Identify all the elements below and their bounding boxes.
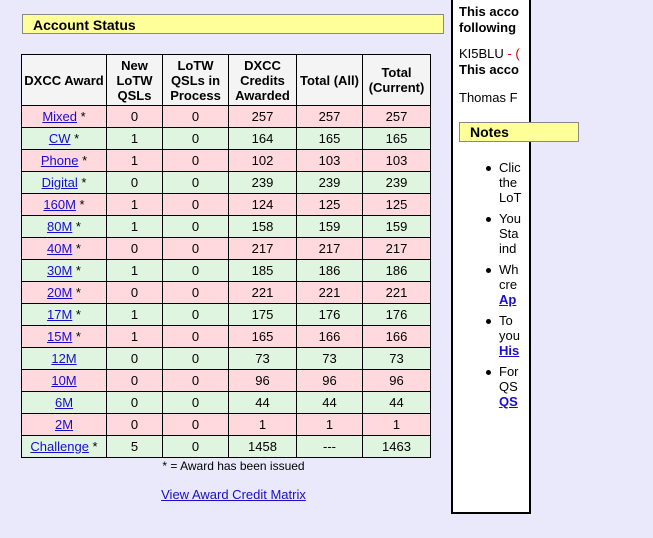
award-name-cell xyxy=(22,106,107,128)
award-issued-star: * xyxy=(70,131,80,146)
cell-new: 0 xyxy=(107,348,163,370)
account-text-line-1: This acco xyxy=(459,4,519,19)
cell-current: 257 xyxy=(363,106,431,128)
award-link-phone[interactable]: Phone xyxy=(40,153,79,168)
cell-all: 44 xyxy=(297,392,363,414)
award-link-40m[interactable]: 40M xyxy=(47,241,73,256)
cell-new: 0 xyxy=(107,414,163,436)
cell-process: 0 xyxy=(163,216,229,238)
cell-current: 186 xyxy=(363,260,431,282)
cell-all: --- xyxy=(297,436,363,458)
award-link-160m[interactable]: 160M xyxy=(43,197,76,212)
cell-process: 0 xyxy=(163,194,229,216)
award-link-10m[interactable]: 10M xyxy=(51,373,77,388)
cell-new: 1 xyxy=(107,304,163,326)
award-name-cell xyxy=(22,260,107,282)
award-name-cell xyxy=(22,326,107,348)
award-matrix-link-container xyxy=(22,487,445,502)
cell-new: 1 xyxy=(107,326,163,348)
award-name-cell xyxy=(22,414,107,436)
cell-credits: 164 xyxy=(229,128,297,150)
column-header-new-lotw: New LoTW QSLs xyxy=(107,55,163,106)
column-header-award: DXCC Award xyxy=(22,55,107,106)
cell-all: 165 xyxy=(297,128,363,150)
cell-all: 73 xyxy=(297,348,363,370)
award-issued-star: * xyxy=(78,153,88,168)
cell-current: 176 xyxy=(363,304,431,326)
award-name-cell xyxy=(22,238,107,260)
cell-new: 1 xyxy=(107,260,163,282)
award-name-cell xyxy=(22,172,107,194)
note-link[interactable]: QS xyxy=(499,394,518,409)
cell-new: 0 xyxy=(107,282,163,304)
table-row xyxy=(22,282,431,304)
note-text: For xyxy=(499,364,519,379)
cell-credits: 257 xyxy=(229,106,297,128)
note-text: you xyxy=(499,328,520,343)
cell-process: 0 xyxy=(163,326,229,348)
cell-all: 166 xyxy=(297,326,363,348)
award-footnote: * = Award has been issued xyxy=(162,459,305,473)
award-issued-star: * xyxy=(77,109,86,124)
table-row xyxy=(22,326,431,348)
account-info-panel xyxy=(451,0,531,514)
cell-current: 166 xyxy=(363,326,431,348)
award-issued-star: * xyxy=(72,241,81,256)
award-link-challenge[interactable]: Challenge xyxy=(30,439,89,454)
notes-list xyxy=(453,160,653,415)
view-award-credit-matrix-link[interactable]: View Award Credit Matrix xyxy=(161,487,306,502)
table-row xyxy=(22,216,431,238)
cell-process: 0 xyxy=(163,128,229,150)
cell-credits: 158 xyxy=(229,216,297,238)
cell-credits: 96 xyxy=(229,370,297,392)
cell-current: 73 xyxy=(363,348,431,370)
award-name-cell xyxy=(22,304,107,326)
award-name-cell xyxy=(22,370,107,392)
cell-all: 257 xyxy=(297,106,363,128)
callsign-status: - ( xyxy=(503,46,520,61)
cell-process: 0 xyxy=(163,392,229,414)
table-row xyxy=(22,260,431,282)
award-issued-star: * xyxy=(72,263,81,278)
award-name-cell xyxy=(22,392,107,414)
table-row xyxy=(22,150,431,172)
cell-process: 0 xyxy=(163,172,229,194)
cell-current: 103 xyxy=(363,150,431,172)
cell-current: 96 xyxy=(363,370,431,392)
note-text: To xyxy=(499,313,513,328)
cell-credits: 44 xyxy=(229,392,297,414)
cell-all: 239 xyxy=(297,172,363,194)
account-text-line-2: following xyxy=(459,20,517,35)
award-issued-star: * xyxy=(72,307,81,322)
note-text: Sta xyxy=(499,226,519,241)
notes-title: Notes xyxy=(470,124,509,140)
dxcc-award-table xyxy=(21,54,431,458)
account-status-title: Account Status xyxy=(33,17,136,33)
note-text: Wh xyxy=(499,262,519,277)
cell-all: 159 xyxy=(297,216,363,238)
cell-current: 221 xyxy=(363,282,431,304)
award-name-cell xyxy=(22,216,107,238)
account-owner-name: Thomas F xyxy=(459,90,518,105)
cell-process: 0 xyxy=(163,414,229,436)
cell-credits: 175 xyxy=(229,304,297,326)
award-issued-star: * xyxy=(72,285,81,300)
cell-process: 0 xyxy=(163,436,229,458)
award-link-digital[interactable]: Digital xyxy=(41,175,78,190)
award-link-12m[interactable]: 12M xyxy=(51,351,77,366)
table-row xyxy=(22,414,431,436)
award-name-cell xyxy=(22,128,107,150)
cell-new: 1 xyxy=(107,194,163,216)
cell-credits: 73 xyxy=(229,348,297,370)
cell-process: 0 xyxy=(163,260,229,282)
award-link-2m[interactable]: 2M xyxy=(54,417,74,432)
note-item xyxy=(453,160,653,205)
award-link-30m[interactable]: 30M xyxy=(47,263,73,278)
cell-new: 1 xyxy=(107,216,163,238)
note-item xyxy=(453,313,653,358)
cell-credits: 185 xyxy=(229,260,297,282)
note-text: You xyxy=(499,211,521,226)
callsign: KI5BLU xyxy=(459,46,504,61)
award-issued-star: * xyxy=(77,175,87,190)
column-header-in-process: LoTW QSLs in Process xyxy=(163,55,229,106)
cell-all: 125 xyxy=(297,194,363,216)
note-link[interactable]: His xyxy=(499,343,520,358)
cell-process: 0 xyxy=(163,348,229,370)
award-link-cw[interactable]: CW xyxy=(48,131,71,146)
cell-all: 217 xyxy=(297,238,363,260)
cell-credits: 124 xyxy=(229,194,297,216)
award-link-80m[interactable]: 80M xyxy=(47,219,73,234)
note-text: QS xyxy=(499,379,518,394)
cell-current: 44 xyxy=(363,392,431,414)
cell-new: 0 xyxy=(107,172,163,194)
cell-current: 159 xyxy=(363,216,431,238)
column-header-total-current: Total (Current) xyxy=(363,55,431,106)
cell-all: 176 xyxy=(297,304,363,326)
cell-process: 0 xyxy=(163,282,229,304)
table-row xyxy=(22,348,431,370)
cell-process: 0 xyxy=(163,304,229,326)
cell-credits: 221 xyxy=(229,282,297,304)
table-row xyxy=(22,128,431,150)
note-text: Clic xyxy=(499,160,521,175)
cell-new: 0 xyxy=(107,370,163,392)
award-link-17m[interactable]: 17M xyxy=(47,307,73,322)
note-item xyxy=(453,364,653,409)
cell-process: 0 xyxy=(163,238,229,260)
table-row xyxy=(22,392,431,414)
cell-credits: 1 xyxy=(229,414,297,436)
award-issued-star: * xyxy=(72,219,81,234)
account-text-line-4: This acco xyxy=(459,62,519,77)
award-issued-star: * xyxy=(75,197,85,212)
table-row xyxy=(22,436,431,458)
table-row xyxy=(22,106,431,128)
cell-new: 0 xyxy=(107,392,163,414)
cell-credits: 165 xyxy=(229,326,297,348)
award-issued-star: * xyxy=(72,329,81,344)
table-row xyxy=(22,238,431,260)
column-header-total-all: Total (All) xyxy=(297,55,363,106)
cell-credits: 239 xyxy=(229,172,297,194)
note-text: LoT xyxy=(499,190,522,205)
cell-all: 221 xyxy=(297,282,363,304)
award-issued-star: * xyxy=(88,439,98,454)
cell-new: 5 xyxy=(107,436,163,458)
note-item xyxy=(453,262,653,307)
note-link[interactable]: Ap xyxy=(499,292,517,307)
cell-all: 186 xyxy=(297,260,363,282)
note-item xyxy=(453,211,653,256)
table-header-row xyxy=(22,55,431,106)
award-name-cell xyxy=(22,150,107,172)
note-text: ind xyxy=(499,241,517,256)
note-text: the xyxy=(499,175,518,190)
note-text: cre xyxy=(499,277,518,292)
cell-current: 239 xyxy=(363,172,431,194)
cell-current: 217 xyxy=(363,238,431,260)
cell-current: 1 xyxy=(363,414,431,436)
cell-credits: 217 xyxy=(229,238,297,260)
award-name-cell xyxy=(22,436,107,458)
cell-new: 0 xyxy=(107,106,163,128)
callsign-line xyxy=(459,46,520,61)
cell-all: 1 xyxy=(297,414,363,436)
notes-header xyxy=(459,122,579,142)
award-link-6m[interactable]: 6M xyxy=(54,395,74,410)
cell-process: 0 xyxy=(163,106,229,128)
award-link-mixed[interactable]: Mixed xyxy=(42,109,77,124)
award-link-20m[interactable]: 20M xyxy=(47,285,73,300)
table-row xyxy=(22,304,431,326)
cell-all: 96 xyxy=(297,370,363,392)
table-row xyxy=(22,194,431,216)
column-header-credits: DXCC Credits Awarded xyxy=(229,55,297,106)
award-name-cell xyxy=(22,348,107,370)
table-row xyxy=(22,172,431,194)
award-name-cell xyxy=(22,282,107,304)
cell-new: 0 xyxy=(107,238,163,260)
cell-credits: 1458 xyxy=(229,436,297,458)
cell-process: 0 xyxy=(163,150,229,172)
cell-all: 103 xyxy=(297,150,363,172)
cell-current: 1463 xyxy=(363,436,431,458)
cell-current: 165 xyxy=(363,128,431,150)
cell-process: 0 xyxy=(163,370,229,392)
award-name-cell xyxy=(22,194,107,216)
account-status-header xyxy=(22,14,444,34)
table-row xyxy=(22,370,431,392)
cell-credits: 102 xyxy=(229,150,297,172)
award-link-15m[interactable]: 15M xyxy=(47,329,73,344)
cell-new: 1 xyxy=(107,150,163,172)
cell-current: 125 xyxy=(363,194,431,216)
cell-new: 1 xyxy=(107,128,163,150)
